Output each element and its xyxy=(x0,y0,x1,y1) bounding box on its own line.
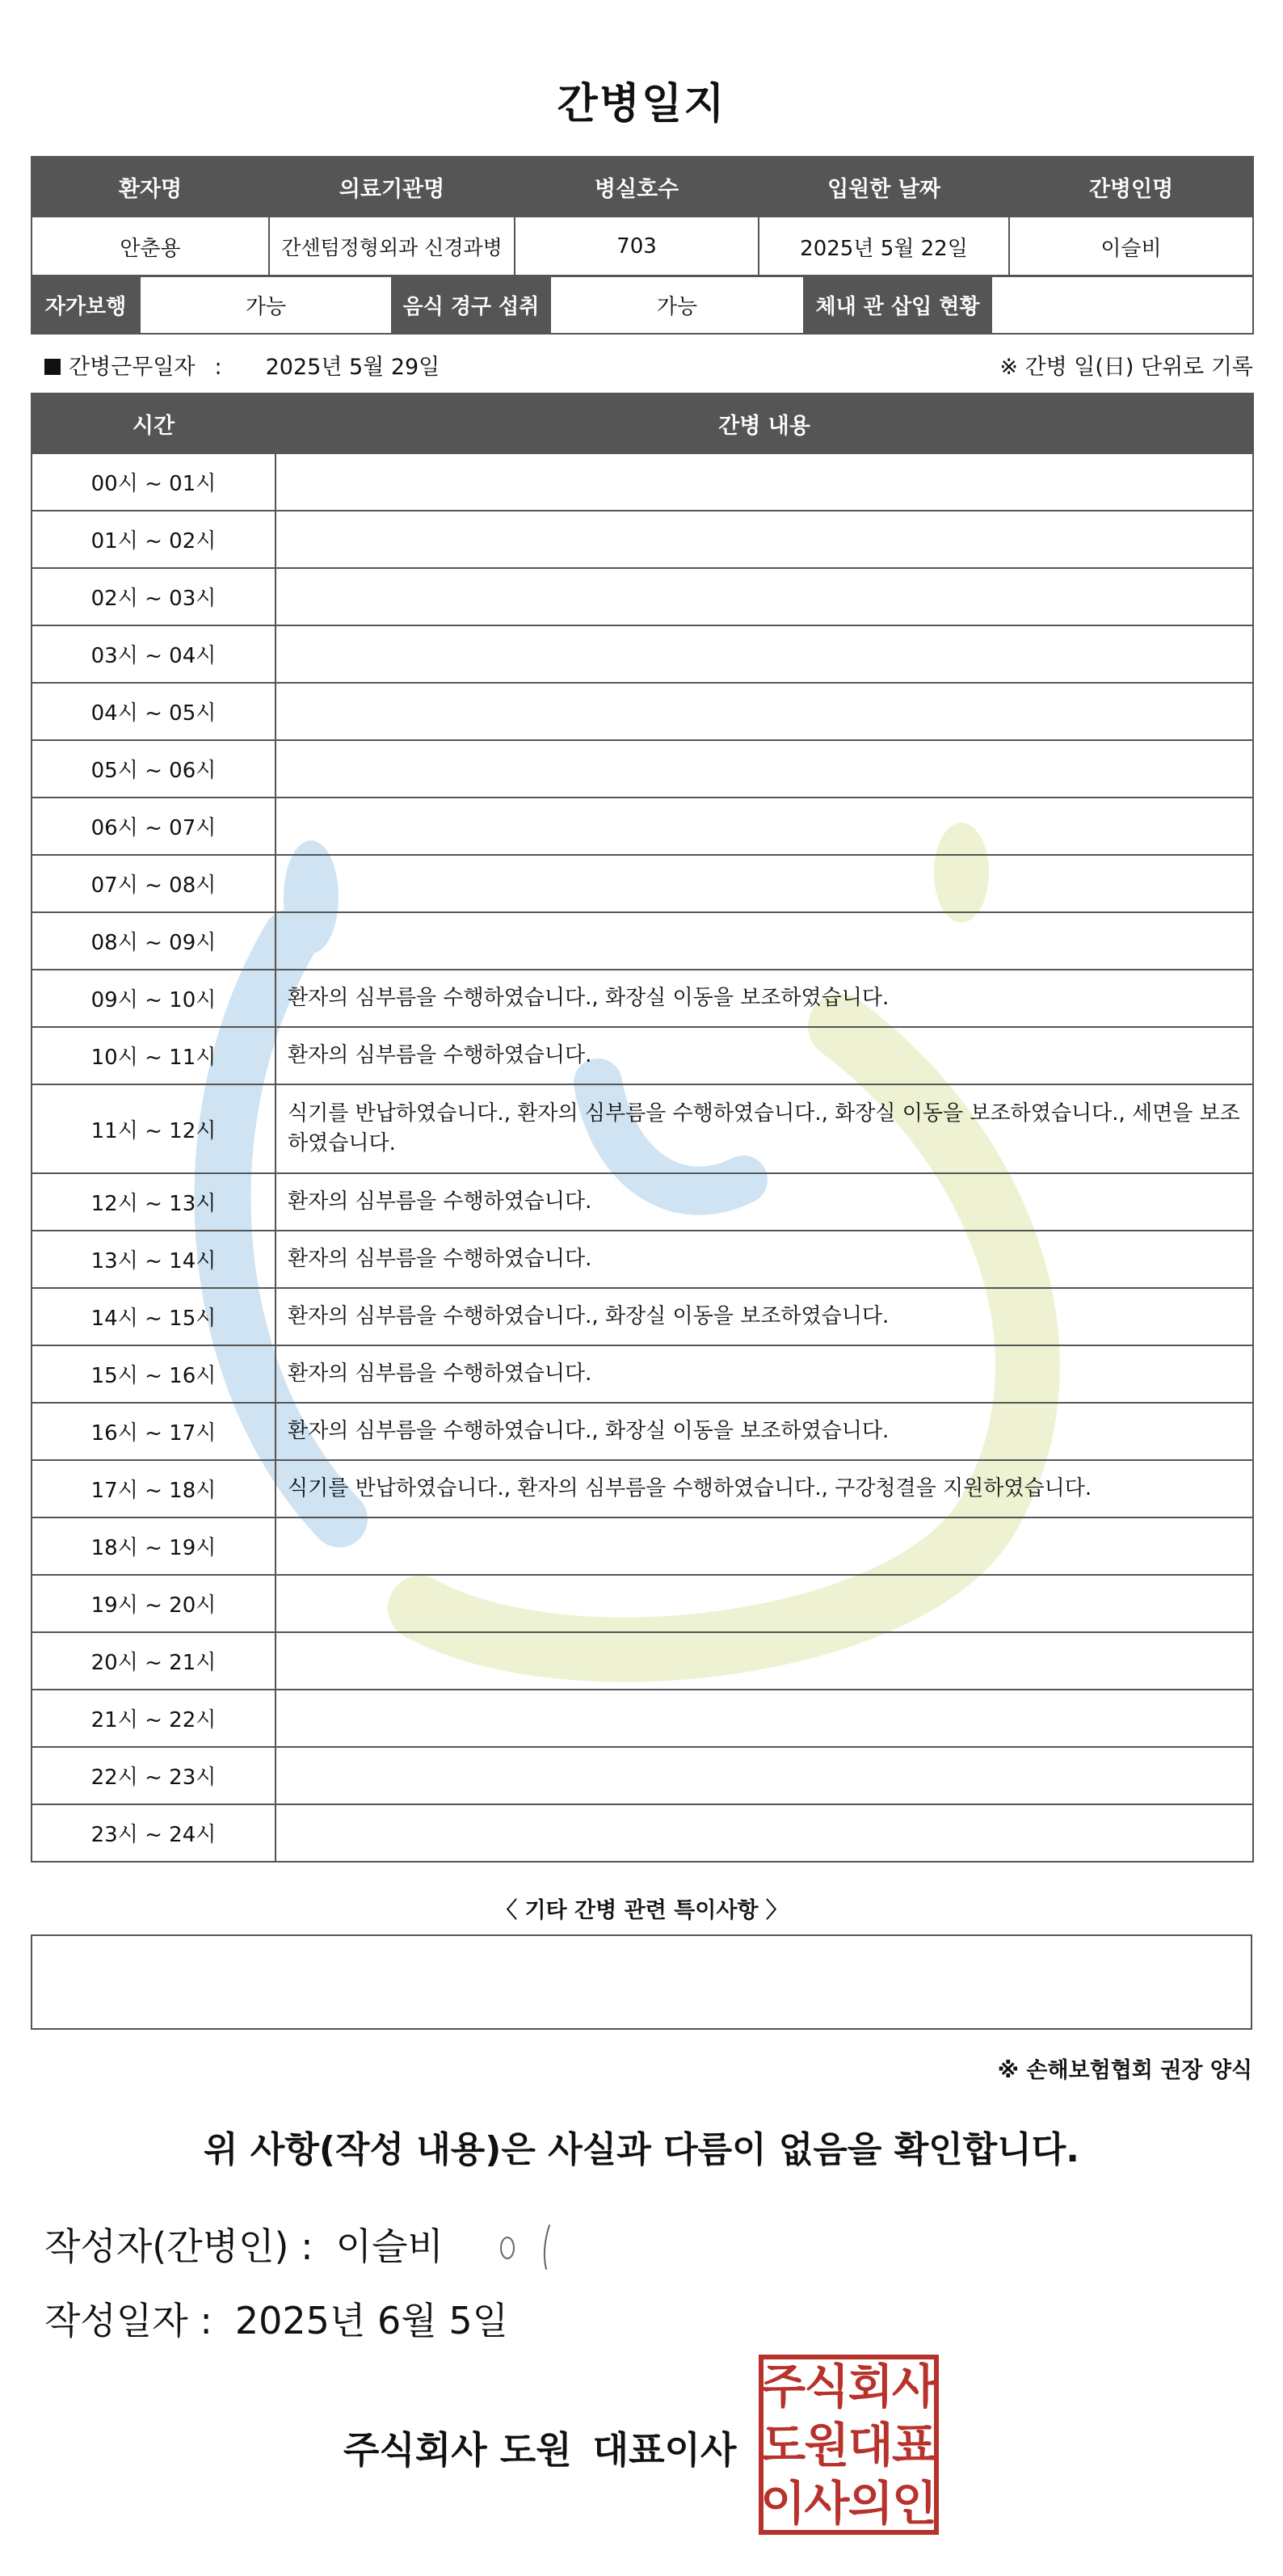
table-row xyxy=(32,912,1253,970)
page-title: 간병일지 xyxy=(557,80,726,128)
hospital-name-header: 의료기관명 xyxy=(269,157,515,217)
time-slot-cell: 00시 ~ 01시 xyxy=(32,453,276,511)
seal-character: 주 xyxy=(760,2359,806,2414)
written-date-row xyxy=(44,2292,508,2345)
seal-character: 사 xyxy=(804,2476,850,2532)
seal-character: 인 xyxy=(891,2476,937,2532)
company-seal-stamp xyxy=(758,2354,940,2536)
time-slot-cell: 06시 ~ 07시 xyxy=(32,798,276,855)
care-note-cell: 환자의 심부름을 수행하였습니다. xyxy=(276,1027,1253,1084)
table-row xyxy=(32,1173,1253,1231)
care-note-cell xyxy=(276,1747,1253,1804)
table-row xyxy=(32,740,1253,798)
table-row xyxy=(32,1747,1253,1804)
time-slot-cell: 04시 ~ 05시 xyxy=(32,683,276,740)
table-row xyxy=(32,1460,1253,1517)
work-date-colon: : xyxy=(214,355,222,380)
work-date-value: 2025년 5월 29일 xyxy=(265,355,440,380)
room-number-value: 703 xyxy=(515,217,759,276)
time-slot-cell: 16시 ~ 17시 xyxy=(32,1403,276,1460)
care-note-cell xyxy=(276,1690,1253,1747)
seal-characters xyxy=(760,2359,938,2531)
care-note-cell xyxy=(276,1632,1253,1690)
seal-character: 이 xyxy=(760,2476,806,2532)
table-row xyxy=(32,1084,1253,1173)
care-note-cell: 환자의 심부름을 수행하였습니다. xyxy=(276,1231,1253,1288)
company-name: 주식회사 도원 xyxy=(343,2428,572,2472)
table-row xyxy=(32,970,1253,1027)
seal-character: 식 xyxy=(804,2359,850,2414)
care-note-cell xyxy=(276,511,1253,568)
written-date-value: 2025년 6월 5일 xyxy=(234,2299,509,2342)
care-note-cell xyxy=(276,683,1253,740)
patient-name-value: 안춘용 xyxy=(32,217,269,276)
work-date-unit-note: ※ 간병 일(日) 단위로 기록 xyxy=(999,355,1253,380)
table-row xyxy=(32,511,1253,568)
oral-intake-value: 가능 xyxy=(550,276,804,334)
table-row xyxy=(32,1575,1253,1632)
table-row xyxy=(32,683,1253,740)
misc-notes-box xyxy=(31,1934,1252,2030)
time-slot-cell: 12시 ~ 13시 xyxy=(32,1173,276,1231)
time-slot-cell: 15시 ~ 16시 xyxy=(32,1345,276,1403)
time-column-header: 시간 xyxy=(32,394,276,453)
confirmation-statement: 위 사항(작성 내용)은 사실과 다름이 없음을 확인합니다. xyxy=(204,2129,1079,2170)
care-note-cell: 식기를 반납하였습니다., 환자의 심부름을 수행하였습니다., 화장실 이동을 보조하였습니다., 세면을 보조하였습니다. xyxy=(276,1084,1253,1173)
patient-status-table xyxy=(31,275,1254,335)
time-slot-cell: 08시 ~ 09시 xyxy=(32,912,276,970)
hospital-name-value: 간센텀정형외과 신경과병 xyxy=(269,217,515,276)
care-note-cell xyxy=(276,1804,1253,1862)
recommendation-note: ※ 손해보험협회 권장 양식 xyxy=(997,2058,1252,2083)
care-note-cell xyxy=(276,740,1253,798)
time-slot-cell: 11시 ~ 12시 xyxy=(32,1084,276,1173)
tube-insertion-value xyxy=(991,276,1253,334)
time-slot-cell: 07시 ~ 08시 xyxy=(32,855,276,912)
time-slot-cell: 23시 ~ 24시 xyxy=(32,1804,276,1862)
written-date-label: 작성일자 : xyxy=(44,2299,212,2342)
time-slot-cell: 18시 ~ 19시 xyxy=(32,1517,276,1575)
time-slot-cell: 21시 ~ 22시 xyxy=(32,1690,276,1747)
caregiver-name-value: 이슬비 xyxy=(1009,217,1253,276)
seal-character: 원 xyxy=(804,2417,850,2473)
time-slot-cell: 10시 ~ 11시 xyxy=(32,1027,276,1084)
oral-intake-label: 음식 경구 섭취 xyxy=(392,276,550,334)
table-row xyxy=(32,625,1253,683)
time-slot-cell: 20시 ~ 21시 xyxy=(32,1632,276,1690)
table-row xyxy=(32,1403,1253,1460)
room-number-header: 병실호수 xyxy=(515,157,759,217)
care-note-cell xyxy=(276,1517,1253,1575)
seal-character: 표 xyxy=(891,2417,937,2473)
self-walk-value: 가능 xyxy=(140,276,392,334)
misc-notes-title: 〈 기타 간병 관련 특이사항 〉 xyxy=(495,1898,788,1923)
handwritten-signature xyxy=(493,2217,566,2274)
table-row xyxy=(32,1027,1253,1084)
table-row xyxy=(32,1517,1253,1575)
care-log-table xyxy=(31,393,1254,1863)
time-slot-cell: 02시 ~ 03시 xyxy=(32,568,276,625)
care-log-body xyxy=(32,453,1253,1862)
table-row xyxy=(32,1345,1253,1403)
care-note-cell: 식기를 반납하였습니다., 환자의 심부름을 수행하였습니다., 구강청결을 지원하였습니다. xyxy=(276,1460,1253,1517)
time-slot-cell: 13시 ~ 14시 xyxy=(32,1231,276,1288)
admission-date-header: 입원한 날짜 xyxy=(759,157,1009,217)
seal-character: 회 xyxy=(848,2359,894,2414)
time-slot-cell: 09시 ~ 10시 xyxy=(32,970,276,1027)
care-note-cell xyxy=(276,912,1253,970)
care-note-cell: 환자의 심부름을 수행하였습니다., 화장실 이동을 보조하였습니다. xyxy=(276,970,1253,1027)
time-slot-cell: 03시 ~ 04시 xyxy=(32,625,276,683)
care-note-cell: 환자의 심부름을 수행하였습니다. xyxy=(276,1345,1253,1403)
care-note-cell xyxy=(276,568,1253,625)
time-slot-cell: 01시 ~ 02시 xyxy=(32,511,276,568)
care-note-cell xyxy=(276,798,1253,855)
writer-label: 작성자(간병인) : xyxy=(44,2225,313,2268)
table-row xyxy=(32,1288,1253,1345)
table-row xyxy=(32,1231,1253,1288)
care-note-cell: 환자의 심부름을 수행하였습니다. xyxy=(276,1173,1253,1231)
patient-info-table xyxy=(31,156,1254,277)
writer-name: 이슬비 xyxy=(335,2225,444,2268)
care-note-cell: 환자의 심부름을 수행하였습니다., 화장실 이동을 보조하였습니다. xyxy=(276,1403,1253,1460)
care-note-cell xyxy=(276,855,1253,912)
time-slot-cell: 14시 ~ 15시 xyxy=(32,1288,276,1345)
care-content-column-header: 간병 내용 xyxy=(276,394,1253,453)
care-note-cell xyxy=(276,1575,1253,1632)
patient-name-header: 환자명 xyxy=(32,157,269,217)
care-note-cell xyxy=(276,453,1253,511)
table-row xyxy=(32,855,1253,912)
seal-character: 의 xyxy=(848,2476,894,2532)
square-bullet-icon xyxy=(44,359,61,375)
company-row xyxy=(343,2421,736,2474)
work-date-label: 간병근무일자 xyxy=(69,355,196,380)
table-row xyxy=(32,453,1253,511)
time-slot-cell: 22시 ~ 23시 xyxy=(32,1747,276,1804)
writer-row xyxy=(44,2217,444,2271)
seal-character: 사 xyxy=(891,2359,937,2414)
tube-insertion-label: 체내 관 삽입 현황 xyxy=(804,276,991,334)
admission-date-value: 2025년 5월 22일 xyxy=(759,217,1009,276)
table-row xyxy=(32,798,1253,855)
table-row xyxy=(32,1804,1253,1862)
time-slot-cell: 17시 ~ 18시 xyxy=(32,1460,276,1517)
seal-character: 대 xyxy=(848,2417,894,2473)
time-slot-cell: 19시 ~ 20시 xyxy=(32,1575,276,1632)
company-representative-title: 대표이사 xyxy=(592,2428,737,2472)
table-row xyxy=(32,568,1253,625)
care-note-cell xyxy=(276,625,1253,683)
care-note-cell: 환자의 심부름을 수행하였습니다., 화장실 이동을 보조하였습니다. xyxy=(276,1288,1253,1345)
caregiver-name-header: 간병인명 xyxy=(1009,157,1253,217)
seal-character: 도 xyxy=(760,2417,806,2473)
work-date-row xyxy=(44,349,1253,381)
time-slot-cell: 05시 ~ 06시 xyxy=(32,740,276,798)
table-row xyxy=(32,1632,1253,1690)
self-walk-label: 자가보행 xyxy=(32,276,140,334)
table-row xyxy=(32,1690,1253,1747)
